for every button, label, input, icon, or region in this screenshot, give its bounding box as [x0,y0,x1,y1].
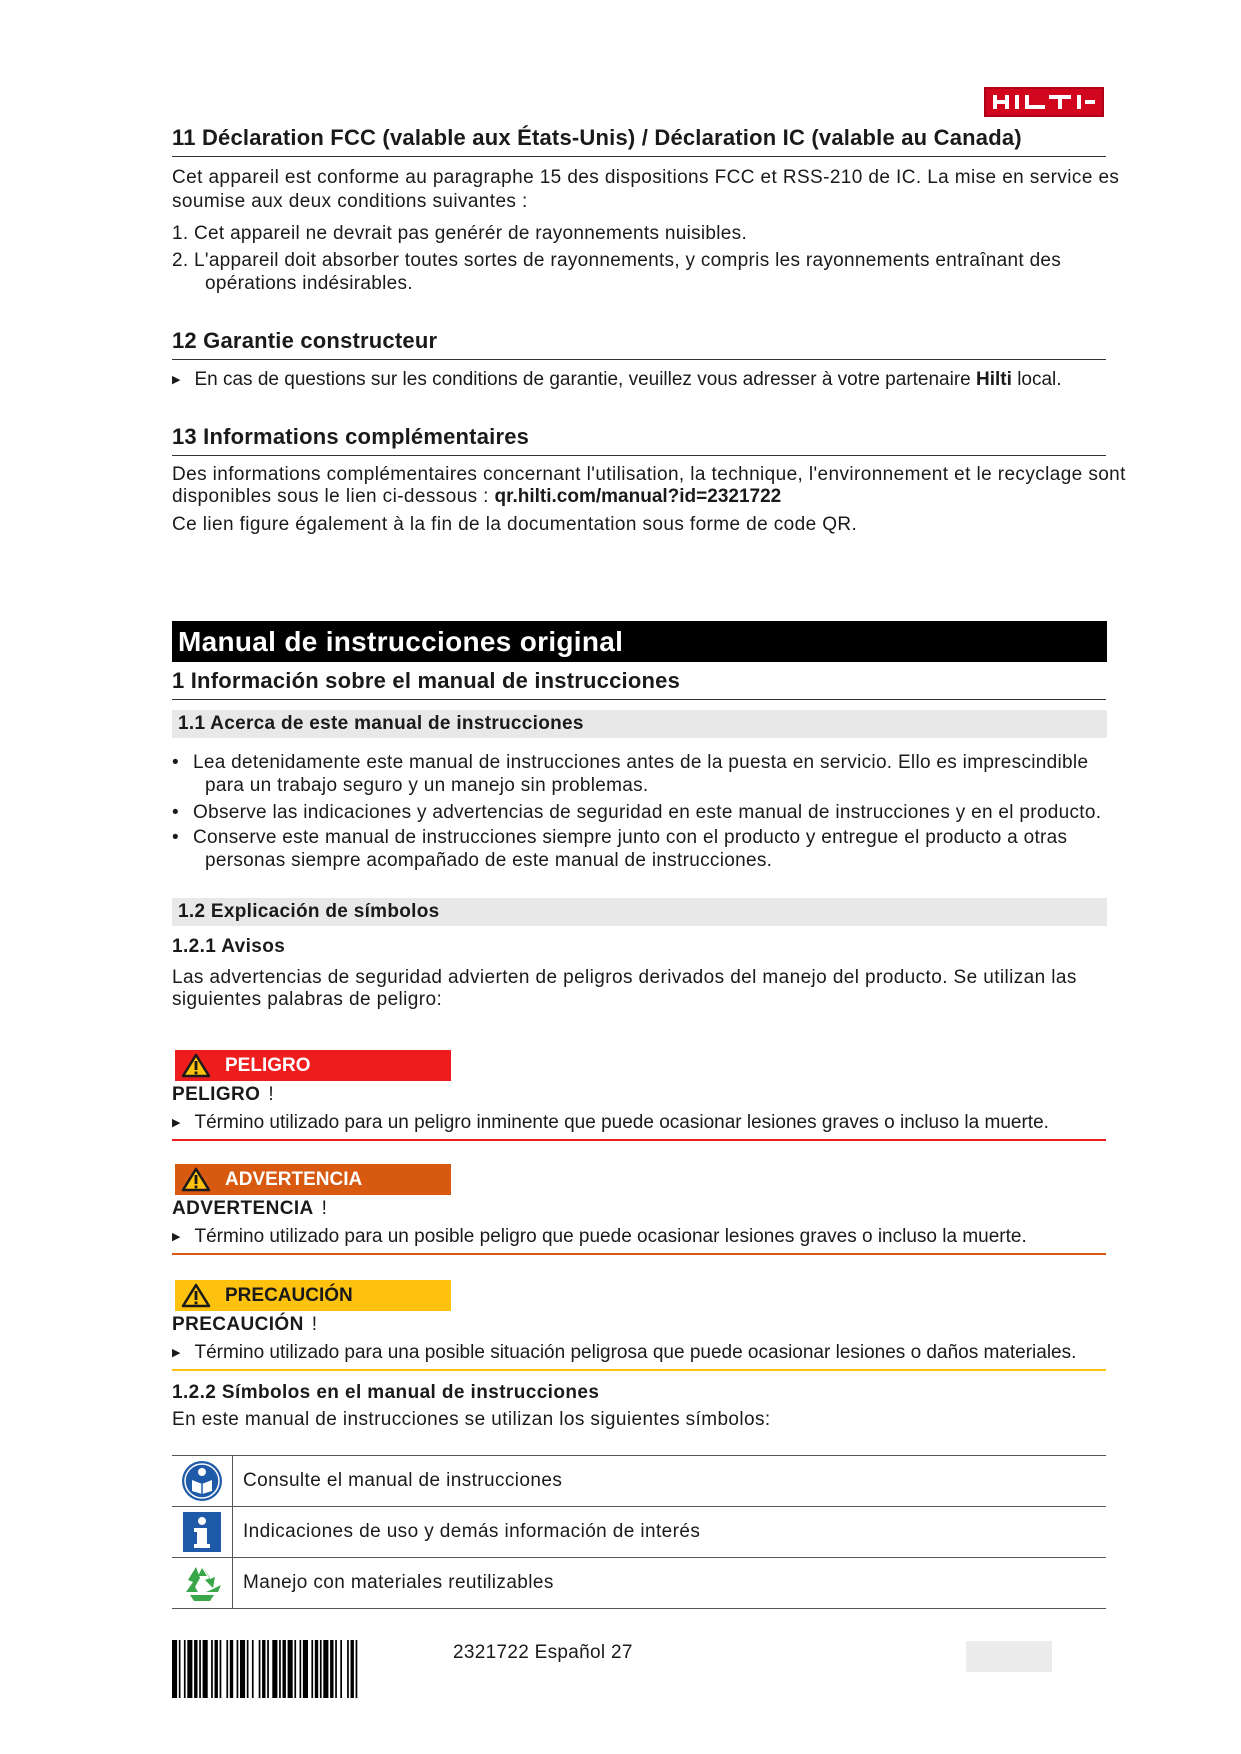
barcode-bar [272,1640,277,1698]
barcode-bar [300,1640,302,1698]
bullet-3-line1: Conserve este manual de instrucciones siempre junto con el producto y entregue el producto a otras [193,827,1068,848]
signal-word-underline [172,1369,1106,1371]
manual-title-banner: Manual de instrucciones original [172,621,1107,662]
sec13-line2-text: disponibles sous le lien ci-dessous : [172,486,495,507]
section-1-2-title: 1.2 Explicación de símbolos [172,898,1107,926]
signal-word-heading [172,1083,274,1107]
barcode-bar [247,1640,249,1698]
signal-word-banner [175,1164,451,1195]
hilti-brand-text: Hilti [976,369,1012,391]
section-1-2-1-title: 1.2.1 Avisos [172,936,286,957]
barcode [172,1640,430,1698]
bullet-1-line2: para un trabajo seguro y un manejo sin problemas. [205,775,649,796]
sec11-item-2-line2: opérations indésirables. [205,273,413,294]
symbol-row [172,1558,1106,1609]
bullet-dot: • [172,827,179,848]
bullet-2 [172,801,1101,824]
signal-heading-text: PELIGRO [172,1084,261,1105]
barcode-bar [315,1640,318,1698]
avisos-line1: Las advertencias de seguridad advierten de peligros derivados del manejo del producto. Se utilizan las [172,967,1077,988]
hilti-logo-mark [991,94,1097,110]
triangle-bullet-icon: ▶ [172,1117,181,1129]
sec12-instruction [172,368,1062,392]
sec13-line2 [172,485,781,509]
barcode-bar [283,1640,286,1698]
warning-triangle-icon [181,1283,211,1308]
exclamation-mark: ! [268,1084,274,1105]
recycle-icon [172,1558,233,1608]
signal-word-description [172,1225,1027,1249]
sec13-line1: Des informations complémentaires concernant l'utilisation, la technique, l'environnement et le recyclage sont [172,464,1126,485]
signal-word-label: PRECAUCIÓN [225,1285,353,1306]
signal-word-description [172,1341,1076,1365]
manual-reading-icon [172,1456,233,1506]
bullet-3 [172,826,1067,872]
signal-word-banner [175,1280,451,1311]
barcode-bar [320,1640,322,1698]
barcode-bar [240,1640,245,1698]
sec11-item-2-line1: 2. L'appareil doit absorber toutes sortes de rayonnements, y compris les rayonnements entraînant des [172,250,1062,271]
signal-word-heading [172,1313,317,1337]
signal-word-description [172,1111,1049,1135]
bullet-3-line2: personas siempre acompañado de este manual de instrucciones. [205,850,773,871]
avisos-line2: siguientes palabras de peligro: [172,989,443,1010]
signal-heading-text: PRECAUCIÓN [172,1314,304,1335]
warning-triangle-icon [181,1053,211,1078]
barcode-bar [237,1640,239,1698]
sec12-text-end: local. [1011,369,1062,391]
signal-word-banner [175,1050,451,1081]
signal-word-heading [172,1197,327,1221]
signal-word-underline [172,1253,1106,1255]
info-icon [172,1507,233,1557]
barcode-bar [220,1640,222,1698]
barcode-bar [294,1640,296,1698]
barcode-bar [267,1640,269,1698]
barcode-bar [330,1640,333,1698]
bullet-1-line1: Lea detenidamente este manual de instrucciones antes de la puesta en servicio. Ello es imprescindible [193,752,1089,773]
triangle-bullet-icon: ▶ [172,374,181,386]
sec13-line3: Ce lien figure également à la fin de la documentation sous forme de code QR. [172,514,858,535]
sec12-text: En cas de questions sur les conditions de garantie, veuillez vous adresser à votre partenaire [194,369,977,391]
symbols-table [172,1455,1106,1609]
section-11-title: 11 Déclaration FCC (valable aux États-Unis) / Déclaration IC (valable au Canada) [172,125,1106,157]
sec11-item-1: 1. Cet appareil ne devrait pas genérér de rayonnements nuisibles. [172,223,748,244]
symbol-text: Manejo con materiales reutilizables [243,1572,554,1593]
barcode-bar [194,1640,197,1698]
section-1-2-2-title: 1.2.2 Símbolos en el manual de instrucciones [172,1382,600,1403]
manual-link[interactable]: qr.hilti.com/manual?id=2321722 [494,486,782,507]
sec11-paragraph-line1: Cet appareil est conforme au paragraphe 15 des dispositions FCC et RSS-210 de IC. La mise en service es [172,167,1120,188]
sec11-paragraph-line2: soumise aux deux conditions suivantes : [172,191,528,212]
signal-description-text: Término utilizado para una posible situación peligrosa que puede ocasionar lesiones o daños materiales. [194,1342,1077,1364]
barcode-bar [262,1640,265,1698]
barcode-bar [340,1640,342,1698]
footer-blank-box [966,1641,1052,1672]
barcode-bar [172,1640,177,1698]
signal-description-text: Término utilizado para un peligro inminente que puede ocasionar lesiones graves o incluso la muerte. [194,1112,1049,1134]
section-12-title: 12 Garantie constructeur [172,328,1106,360]
barcode-bar [215,1640,218,1698]
barcode-bar [179,1640,181,1698]
barcode-bar [323,1640,328,1698]
barcode-bar [311,1640,313,1698]
symbol-text: Consulte el manual de instrucciones [243,1470,563,1491]
barcode-bar [279,1640,281,1698]
signal-description-text: Término utilizado para un posible peligro que puede ocasionar lesiones graves o incluso la muerte. [194,1226,1027,1248]
barcode-bar [252,1640,254,1698]
section-1-title: 1 Información sobre el manual de instrucciones [172,668,1106,700]
bullet-1 [172,751,1088,797]
symbol-row [172,1507,1106,1558]
exclamation-mark: ! [321,1198,328,1219]
barcode-bar [184,1640,186,1698]
section-13-title: 13 Informations complémentaires [172,424,1106,456]
bullet-2-text: Observe las indicaciones y advertencias de seguridad en este manual de instrucciones y en el producto. [193,802,1102,823]
exclamation-mark: ! [311,1314,318,1335]
barcode-bar [199,1640,201,1698]
barcode-bar [347,1640,349,1698]
warning-triangle-icon [181,1167,211,1192]
signal-word-label: PELIGRO [225,1055,311,1076]
triangle-bullet-icon: ▶ [172,1231,181,1243]
barcode-bar [303,1640,308,1698]
barcode-bar [203,1640,208,1698]
signal-word-label: ADVERTENCIA [225,1169,363,1190]
barcode-bar [356,1640,358,1698]
symbol-row [172,1456,1106,1507]
barcode-bar [211,1640,213,1698]
barcode-bar [187,1640,192,1698]
signal-word-underline [172,1139,1106,1141]
barcode-bar [259,1640,261,1698]
symbols-intro: En este manual de instrucciones se utilizan los siguientes símbolos: [172,1409,771,1430]
barcode-bar [335,1640,337,1698]
section-1-1-title: 1.1 Acerca de este manual de instrucciones [172,710,1107,738]
footer-page-info: 2321722 Español 27 [453,1642,633,1663]
barcode-bar [226,1640,228,1698]
bullet-dot: • [172,752,179,773]
hilti-logo [984,87,1104,117]
barcode-bar [351,1640,354,1698]
barcode-bar [230,1640,233,1698]
bullet-dot: • [172,802,179,823]
triangle-bullet-icon: ▶ [172,1347,181,1359]
signal-heading-text: ADVERTENCIA [172,1198,314,1219]
sec11-item-2 [172,249,1061,295]
symbol-text: Indicaciones de uso y demás información de interés [243,1521,701,1542]
barcode-bar [288,1640,293,1698]
